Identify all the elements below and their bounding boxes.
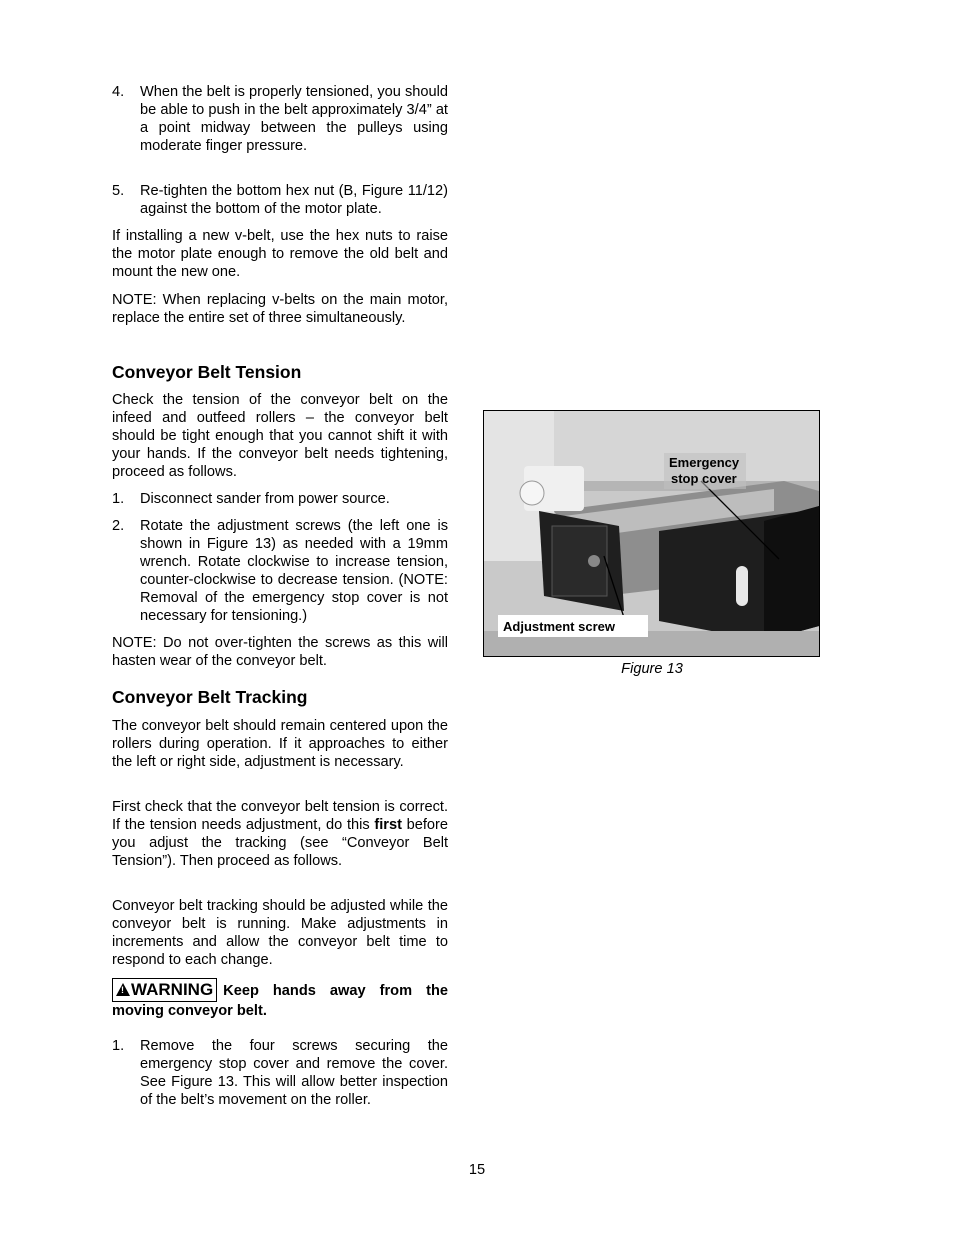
list-number: 1. bbox=[112, 1038, 125, 1054]
list-text: Re-tighten the bottom hex nut (B, Figure 11/12) against the bottom of the motor plate. bbox=[140, 183, 448, 217]
text-run: before you adjust the tracking (see “Conveyor Belt Tension”). Then proceed as follows. bbox=[112, 817, 448, 869]
label-adjustment-screw: Adjustment screw bbox=[503, 619, 615, 634]
list-text: Disconnect sander from power source. bbox=[140, 491, 390, 507]
figure-caption: Figure 13 bbox=[621, 661, 683, 677]
tension-step-1 bbox=[112, 490, 448, 508]
list-item-5 bbox=[112, 182, 448, 218]
tracking-step-1 bbox=[112, 1037, 448, 1109]
label-emergency-line2: stop cover bbox=[671, 471, 737, 486]
note-overtighten: NOTE: Do not over-tighten the screws as this will hasten wear of the conveyor belt. bbox=[112, 635, 448, 669]
figure-13-photo bbox=[483, 410, 820, 657]
label-emergency-line1: Emergency bbox=[669, 455, 740, 470]
list-number: 4. bbox=[112, 84, 125, 100]
list-text: When the belt is properly tensioned, you should be able to push in the belt approximately 3/4” at a point midway between the pulleys using moderate finger pressure. bbox=[140, 84, 448, 154]
bold-first: first bbox=[374, 817, 402, 833]
list-number: 1. bbox=[112, 491, 125, 507]
warning-text: Keep hands away from the moving conveyor belt. bbox=[112, 983, 448, 1019]
text-run: First check that the conveyor belt tension is correct. If the tension needs adjustment, do this bbox=[112, 799, 448, 833]
note-vbelts: NOTE: When replacing v-belts on the main motor, replace the entire set of three simultaneously. bbox=[112, 292, 448, 326]
list-number: 2. bbox=[112, 518, 125, 534]
list-number: 5. bbox=[112, 183, 125, 199]
paragraph-tracking-3: Conveyor belt tracking should be adjusted while the conveyor belt is running. Make adjustments in increments and allow the conveyor belt time to respond to each change. bbox=[112, 898, 448, 968]
list-text: Remove the four screws securing the emergency stop cover and remove the cover. See Figure 13. This will allow better inspection of the belt’s movement on the roller. bbox=[140, 1038, 448, 1108]
page-number: 15 bbox=[468, 1162, 486, 1178]
heading-conveyor-belt-tracking: Conveyor Belt Tracking bbox=[112, 687, 308, 707]
warning-badge bbox=[112, 978, 217, 1002]
paragraph-tracking-1: The conveyor belt should remain centered upon the rollers during operation. If it approaches to either the left or right side, adjustment is necessary. bbox=[112, 718, 448, 770]
list-item-4 bbox=[112, 83, 448, 155]
tension-step-2 bbox=[112, 517, 448, 625]
warning-block bbox=[112, 978, 448, 1020]
conveyor-photo-illustration bbox=[484, 411, 819, 656]
list-text: Rotate the adjustment screws (the left one is shown in Figure 13) as needed with a 19mm wrench. Rotate clockwise to increase tension, counter-clockwise to decrease tension. (NOTE: Removal of the emergency stop cover is not necessary for tensioning.) bbox=[140, 518, 448, 624]
warning-label: WARNING bbox=[131, 980, 214, 999]
warning-triangle-icon bbox=[116, 983, 130, 996]
paragraph-tension-intro: Check the tension of the conveyor belt on the infeed and outfeed rollers – the conveyor belt should be tight enough that you cannot shift it with your hands. If the conveyor belt needs tightening, proceed as follows. bbox=[112, 392, 448, 480]
paragraph-tracking-2 bbox=[112, 798, 448, 870]
heading-conveyor-belt-tension: Conveyor Belt Tension bbox=[112, 362, 302, 382]
paragraph-new-vbelt: If installing a new v-belt, use the hex nuts to raise the motor plate enough to remove the old belt and mount the new one. bbox=[112, 228, 448, 280]
